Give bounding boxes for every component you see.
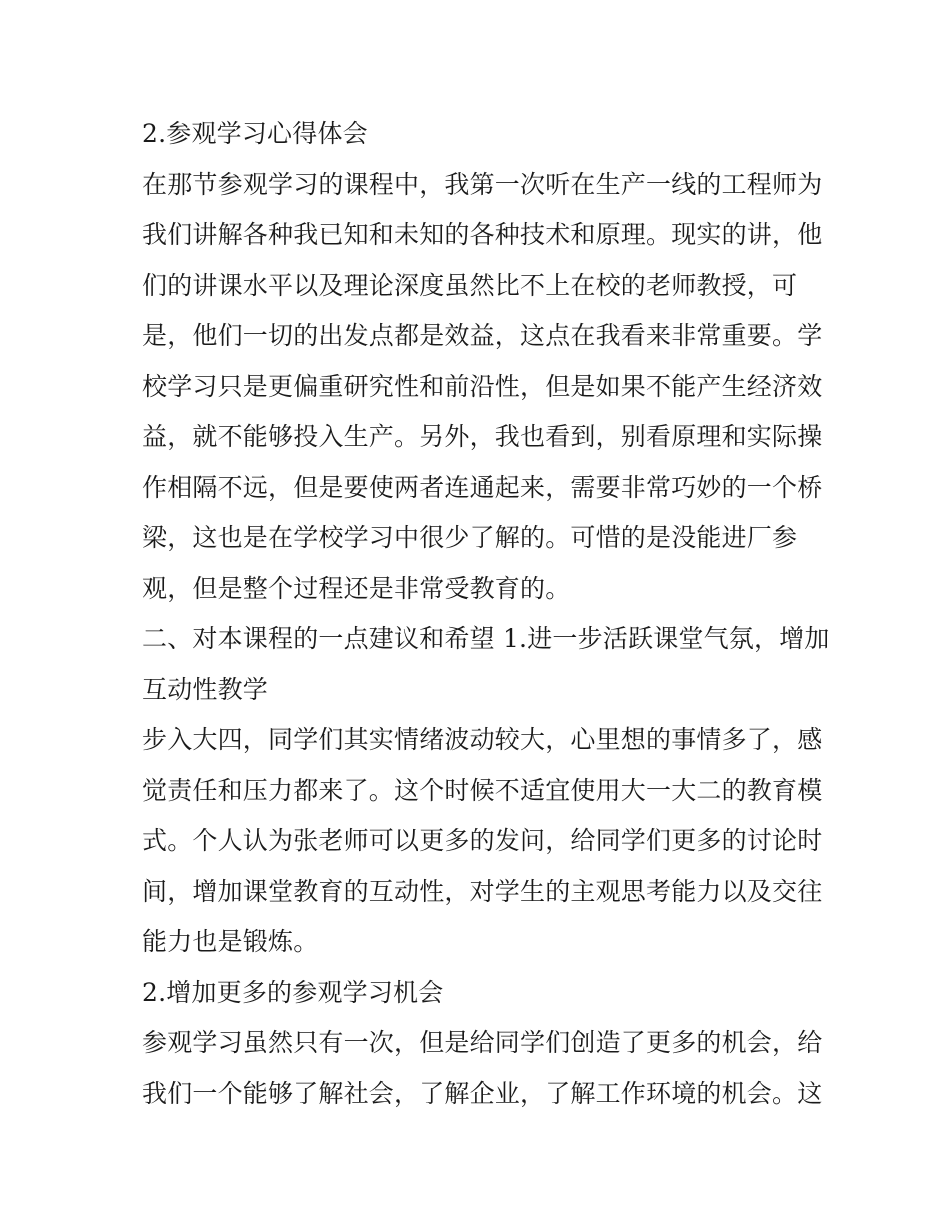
text-line: 觉责任和压力都来了。这个时候不适宜使用大一大二的教育模 xyxy=(142,775,823,805)
text-line: 我们一个能够了解社会，了解企业，了解工作环境的机会。这 xyxy=(142,1078,823,1108)
text-line: 步入大四，同学们其实情绪波动较大，心里想的事情多了，感 xyxy=(142,725,823,754)
text-line: 作相隔不远，但是要使两者连通起来，需要非常巧妙的一个桥 xyxy=(142,472,823,502)
text-line: 校学习只是更偏重研究性和前沿性，但是如果不能产生经济效 xyxy=(142,371,823,401)
text-line: 能力也是锻炼。 xyxy=(142,927,319,956)
text-line: 观，但是整个过程还是非常受教育的。 xyxy=(142,573,571,603)
document-body xyxy=(142,109,830,1119)
text-line: 参观学习虽然只有一次，但是给同学们创造了更多的机会，给 xyxy=(142,1028,823,1057)
text-line: 互动性教学 xyxy=(142,674,269,704)
text-line: 我们讲解各种我已知和未知的各种技术和原理。现实的讲，他 xyxy=(142,220,823,249)
text-line: 间，增加课堂教育的互动性，对学生的主观思考能力以及交往 xyxy=(142,876,823,906)
text-line: 们的讲课水平以及理论深度虽然比不上在校的老师教授，可 xyxy=(142,270,798,300)
text-line: 在那节参观学习的课程中，我第一次听在生产一线的工程师为 xyxy=(142,169,823,199)
text-line: 梁，这也是在学校学习中很少了解的。可惜的是没能进厂参 xyxy=(142,523,798,552)
text-line: 式。个人认为张老师可以更多的发问，给同学们更多的讨论时 xyxy=(142,826,823,855)
text-line: 益，就不能够投入生产。另外，我也看到，别看原理和实际操 xyxy=(142,422,823,451)
section-heading: 2.参观学习心得体会 xyxy=(142,119,368,148)
text-line: 是，他们一切的出发点都是效益，这点在我看来非常重要。学 xyxy=(142,321,823,350)
section-heading: 2.增加更多的参观学习机会 xyxy=(142,977,444,1007)
section-heading: 二、对本课程的一点建议和希望 1.进一步活跃课堂气氛，增加 xyxy=(142,624,830,653)
